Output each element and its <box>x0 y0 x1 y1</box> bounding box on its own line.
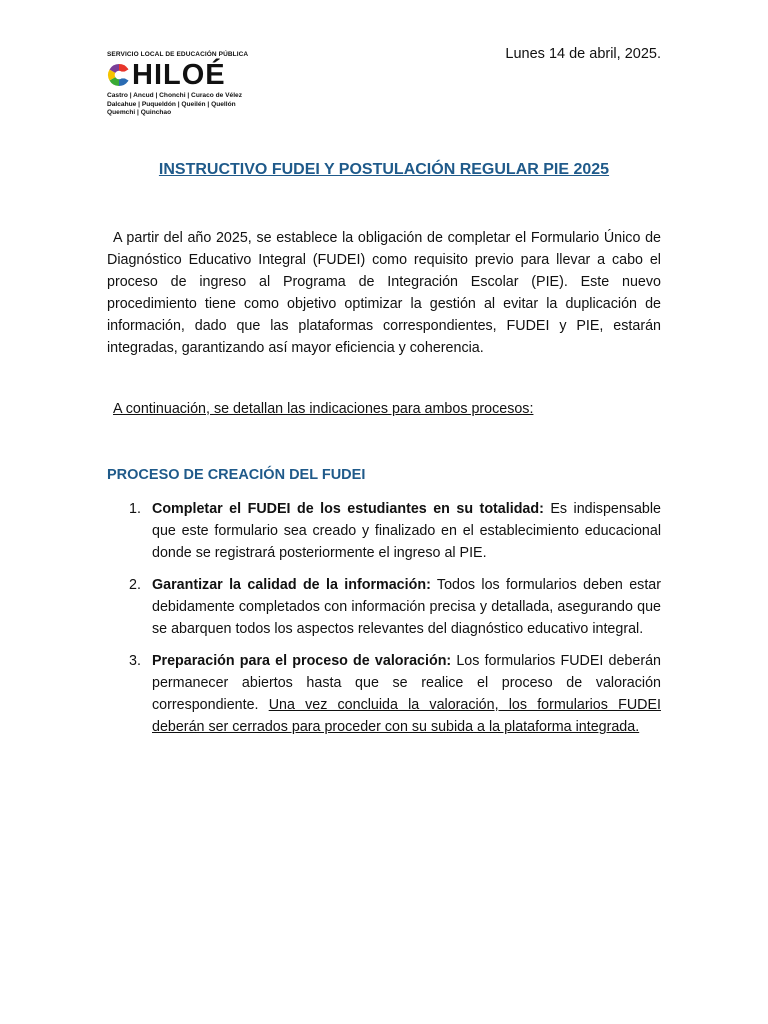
logo-communes-line: Castro | Ancud | Chonchi | Curaco de Vélez <box>107 92 242 99</box>
logo-communes <box>107 92 277 118</box>
step-number: 2. <box>129 577 141 593</box>
step-underlined-text: Una vez concluida la valoración, los formularios FUDEI deberán ser cerrados para proceder con su subida a la plataforma integrada. <box>152 697 661 735</box>
logo-wordmark: HILOÉ <box>132 59 226 91</box>
step-lead: Completar el FUDEI de los estudiantes en su totalidad: <box>152 501 544 517</box>
step-text: Todos los formularios deben estar debidamente completados con información precisa y detallada, asegurando que se abarquen todos los aspectos relevantes del diagnóstico educativo integral. <box>152 577 662 637</box>
step-lead: Preparación para el proceso de valoración: <box>152 653 452 669</box>
section-heading: PROCESO DE CREACIÓN DEL FUDEI <box>107 467 366 483</box>
intro-paragraph: A partir del año 2025, se establece la obligación de completar el Formulario Único de Diagnóstico Educativo Integral (FUDEI) como requisito previo para llevar a cabo el proceso de ingreso al Programa de Integración Escolar (PIE). Este nuevo procedimiento tiene como objetivo optimizar la gestión al evitar la duplicación de información, dado que las plataformas correspondientes, FUDEI y PIE, estarán integradas, garantizando así mayor eficiencia y coherencia. <box>107 230 661 356</box>
step-number: 1. <box>129 501 141 517</box>
document-title: INSTRUCTIVO FUDEI Y POSTULACIÓN REGULAR PIE 2025 <box>158 161 610 178</box>
step-text: Los formularios FUDEI deberán permanecer abiertos hasta que se realice el proceso de valoración correspondiente. <box>152 653 661 713</box>
colored-c-logo-icon <box>107 63 131 87</box>
step-lead: Garantizar la calidad de la información: <box>152 577 431 593</box>
list-item <box>107 574 661 640</box>
institution-logo <box>107 51 277 118</box>
logo-communes-line: Quemchi | Quinchao <box>107 109 172 117</box>
logo-brand <box>107 60 277 90</box>
document-date: Lunes 14 de abril, 2025. <box>505 46 661 62</box>
step-text: Es indispensable que este formulario sea creado y finalizado en el establecimiento educacional donde se registrará posteriormente el ingreso al PIE. <box>152 501 661 561</box>
logo-service-line: SERVICIO LOCAL DE EDUCACIÓN PÚBLICA <box>107 51 249 58</box>
continuation-line: A continuación, se detallan las indicaciones para ambos procesos: <box>113 401 534 417</box>
list-item <box>107 650 661 738</box>
list-item <box>107 498 661 564</box>
logo-communes-line: Dalcahue | Puqueldón | Queilén | Quellón <box>107 100 236 108</box>
steps-list <box>107 498 661 748</box>
step-number: 3. <box>129 653 141 669</box>
